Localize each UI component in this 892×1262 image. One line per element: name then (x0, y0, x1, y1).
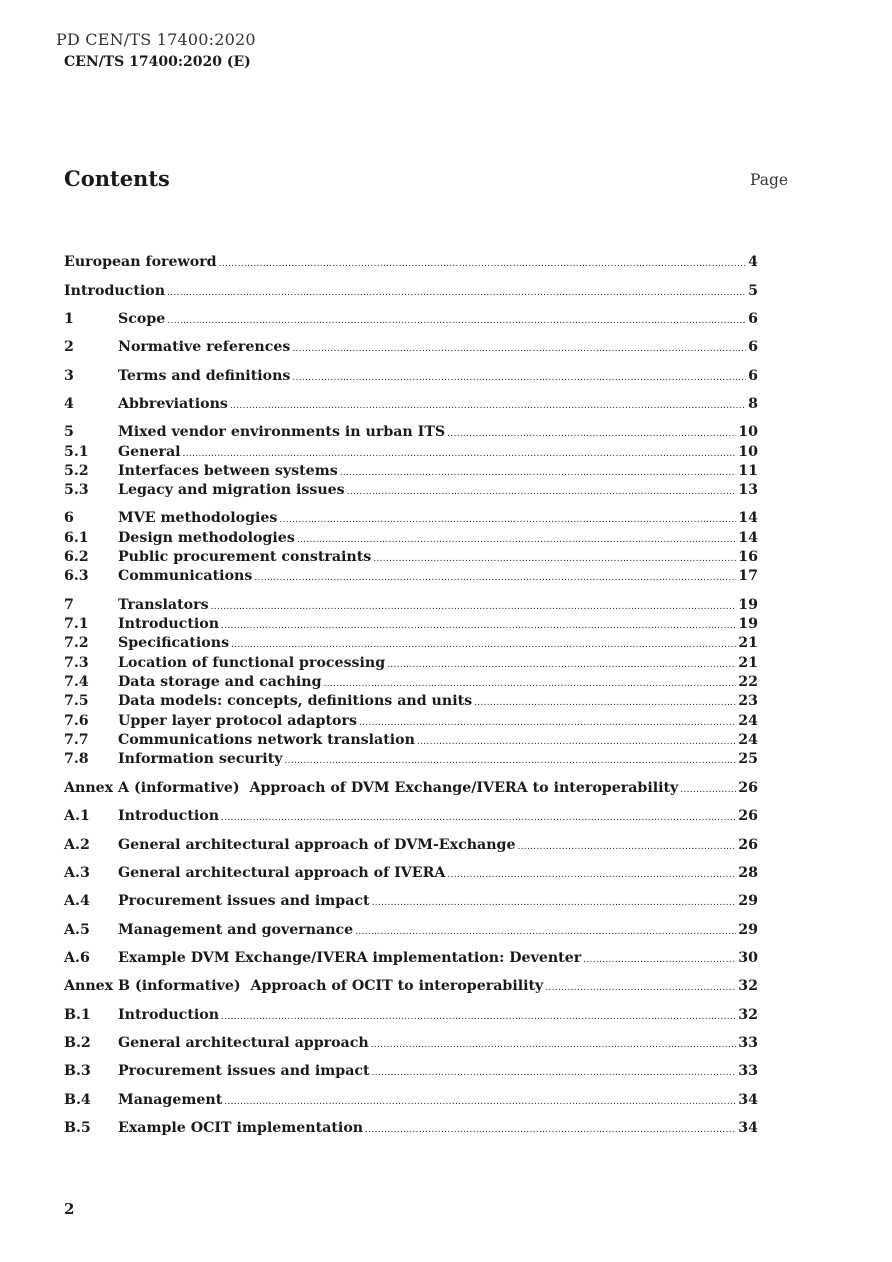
toc-entry-number: 5 (64, 424, 74, 440)
toc-entry-title: Interfaces between systems (118, 463, 338, 479)
toc-entry[interactable] (64, 283, 758, 302)
dot-leader (231, 640, 736, 650)
toc-entry[interactable] (64, 713, 758, 732)
toc-entry-page: 10 (738, 444, 758, 460)
toc-entry-title: Specifications (118, 635, 230, 651)
toc-entry-page: 28 (738, 865, 758, 881)
toc-entry-title: Location of functional processing (118, 655, 386, 671)
toc-entry-title: Information security (118, 751, 283, 767)
toc-entry[interactable] (64, 616, 758, 635)
toc-entry-page: 23 (738, 693, 758, 709)
toc-entry-page: 34 (738, 1092, 758, 1108)
dot-leader (221, 621, 736, 631)
dot-leader (219, 259, 747, 269)
toc-entry[interactable] (64, 568, 758, 587)
contents-title: Contents (64, 166, 170, 191)
toc-entry[interactable] (64, 549, 758, 568)
toc-entry-number: 4 (64, 396, 74, 412)
dot-leader (372, 1068, 737, 1078)
toc-entry[interactable] (64, 751, 758, 770)
toc-entry-number: 5.3 (64, 482, 89, 498)
dot-leader (545, 983, 736, 993)
toc-entry-page: 6 (748, 368, 758, 384)
toc-entry-page: 30 (738, 950, 758, 966)
toc-entry-page: 17 (738, 568, 758, 584)
toc-entry-number: B.2 (64, 1035, 91, 1051)
dot-leader (371, 1040, 737, 1050)
dot-leader (324, 679, 737, 689)
toc-entry-title: Public procurement constraints (118, 549, 372, 565)
dot-leader (583, 955, 736, 965)
toc-entry-number: 6.3 (64, 568, 89, 584)
toc-entry-number: 6.2 (64, 549, 89, 565)
toc-entry-title: Introduction (118, 616, 220, 632)
toc-entry[interactable] (64, 510, 758, 529)
toc-entry-number: 5.2 (64, 463, 89, 479)
document-sub-id: CEN/TS 17400:2020 (E) (64, 54, 251, 70)
dot-leader (254, 573, 736, 583)
toc-entry[interactable] (64, 674, 758, 693)
toc-entry-number: 6 (64, 510, 74, 526)
toc-entry[interactable] (64, 865, 758, 884)
dot-leader (224, 1097, 736, 1107)
toc-entry-number: 7.5 (64, 693, 89, 709)
toc-entry-title: Data models: concepts, definitions and units (118, 693, 473, 709)
dot-leader (221, 813, 736, 823)
toc-entry-page: 19 (738, 597, 758, 613)
toc-entry[interactable] (64, 1035, 758, 1054)
dot-leader (230, 401, 746, 411)
dot-leader (417, 737, 736, 747)
toc-entry-number: 7.8 (64, 751, 89, 767)
toc-entry-page: 16 (738, 549, 758, 565)
toc-entry-page: 24 (738, 713, 758, 729)
toc-entry-title: European foreword (64, 254, 217, 270)
toc-entry-number: 7.4 (64, 674, 89, 690)
toc-entry[interactable] (64, 339, 758, 358)
toc-entry-title: Management and governance (118, 922, 354, 938)
dot-leader (167, 288, 746, 298)
dot-leader (183, 449, 737, 459)
toc-entry-number: 2 (64, 339, 74, 355)
toc-entry[interactable] (64, 922, 758, 941)
toc-entry-title: Introduction (118, 1007, 220, 1023)
dot-leader (387, 660, 736, 670)
toc-entry-page: 21 (738, 655, 758, 671)
toc-entry-number: 7.6 (64, 713, 89, 729)
toc-entry-title: Mixed vendor environments in urban ITS (118, 424, 446, 440)
toc-entry[interactable] (64, 655, 758, 674)
toc-entry-number: A.6 (64, 950, 90, 966)
toc-entry-number: 5.1 (64, 444, 89, 460)
toc-entry-number: 7.7 (64, 732, 89, 748)
dot-leader (365, 1125, 736, 1135)
document-id: PD CEN/TS 17400:2020 (56, 30, 256, 49)
dot-leader (680, 785, 736, 795)
dot-leader (373, 554, 736, 564)
toc-entry-page: 13 (738, 482, 758, 498)
toc-entry-page: 14 (738, 510, 758, 526)
toc-entry-page: 11 (738, 463, 758, 479)
toc-entry[interactable] (64, 732, 758, 751)
toc-entry-page: 6 (748, 311, 758, 327)
toc-entry[interactable] (64, 597, 758, 616)
toc-entry-number: B.3 (64, 1063, 91, 1079)
toc-entry-title: General architectural approach of DVM-Exchange (118, 837, 516, 853)
dot-leader (167, 316, 746, 326)
toc-entry[interactable] (64, 444, 758, 463)
toc-entry-title: Introduction (64, 283, 166, 299)
toc-entry-title: Terms and definitions (118, 368, 291, 384)
toc-entry-page: 22 (738, 674, 758, 690)
toc-entry[interactable] (64, 635, 758, 654)
dot-leader (517, 842, 736, 852)
toc-entry-title: Legacy and migration issues (118, 482, 345, 498)
toc-entry-number: A.5 (64, 922, 90, 938)
toc-entry-page: 32 (738, 978, 758, 994)
toc-entry-page: 33 (738, 1063, 758, 1079)
toc-entry-title: MVE methodologies (118, 510, 278, 526)
page-column-label: Page (750, 171, 789, 189)
toc-entry-page: 24 (738, 732, 758, 748)
dot-leader (292, 344, 746, 354)
toc-entry-title: Annex B (informative) Approach of OCIT to interoperability (64, 978, 544, 994)
toc-entry[interactable] (64, 530, 758, 549)
toc-entry[interactable] (64, 311, 758, 330)
toc-entry-number: B.4 (64, 1092, 91, 1108)
toc-entry-number: A.3 (64, 865, 90, 881)
toc-entry-page: 29 (738, 893, 758, 909)
toc-entry-title: Scope (118, 311, 166, 327)
dot-leader (447, 870, 736, 880)
page-number: 2 (64, 1200, 75, 1218)
toc-entry[interactable] (64, 978, 758, 997)
toc-entry-number: B.5 (64, 1120, 91, 1136)
toc-entry[interactable] (64, 482, 758, 501)
toc-entry-page: 10 (738, 424, 758, 440)
toc-entry[interactable] (64, 808, 758, 827)
toc-entry-title: Design methodologies (118, 530, 295, 546)
dot-leader (292, 373, 746, 383)
toc-entry-title: General (118, 444, 181, 460)
toc-entry-page: 19 (738, 616, 758, 632)
toc-entry[interactable] (64, 1063, 758, 1082)
dot-leader (211, 602, 737, 612)
toc-entry-number: 7.2 (64, 635, 89, 651)
toc-entry[interactable] (64, 254, 758, 273)
toc-entry-title: Procurement issues and impact (118, 1063, 370, 1079)
dot-leader (474, 698, 736, 708)
toc-entry-title: Procurement issues and impact (118, 893, 370, 909)
toc-entry-number: B.1 (64, 1007, 91, 1023)
toc-entry-title: Management (118, 1092, 223, 1108)
toc-entry-title: General architectural approach of IVERA (118, 865, 446, 881)
toc-entry-number: 7.1 (64, 616, 89, 632)
toc-entry[interactable] (64, 368, 758, 387)
dot-leader (355, 927, 736, 937)
toc-entry-page: 6 (748, 339, 758, 355)
toc-entry-title: Example OCIT implementation (118, 1120, 364, 1136)
toc-entry-number: 1 (64, 311, 74, 327)
toc-entry[interactable] (64, 1092, 758, 1111)
toc-entry-page: 34 (738, 1120, 758, 1136)
toc-entry-number: 3 (64, 368, 74, 384)
dot-leader (297, 535, 736, 545)
toc-entry-page: 26 (738, 808, 758, 824)
toc-entry-number: A.4 (64, 893, 90, 909)
toc-entry-title: Abbreviations (118, 396, 228, 412)
dot-leader (279, 515, 736, 525)
toc-entry-number: 6.1 (64, 530, 89, 546)
toc-entry-number: 7.3 (64, 655, 89, 671)
toc-entry[interactable] (64, 837, 758, 856)
toc-entry-page: 8 (748, 396, 758, 412)
toc-entry[interactable] (64, 424, 758, 443)
toc-entry-title: Normative references (118, 339, 291, 355)
toc-entry-title: Translators (118, 597, 209, 613)
toc-entry[interactable] (64, 1007, 758, 1026)
toc-entry-page: 25 (738, 751, 758, 767)
toc-entry-title: Data storage and caching (118, 674, 322, 690)
toc-entry-title: Communications (118, 568, 253, 584)
toc-entry-title: Communications network translation (118, 732, 415, 748)
toc-entry-page: 4 (748, 254, 758, 270)
toc-entry-page: 33 (738, 1035, 758, 1051)
dot-leader (221, 1012, 736, 1022)
toc-entry[interactable] (64, 780, 758, 799)
toc-entry-page: 32 (738, 1007, 758, 1023)
toc-entry[interactable] (64, 1120, 758, 1139)
toc-entry[interactable] (64, 396, 758, 415)
toc-entry[interactable] (64, 693, 758, 712)
toc-entry-page: 26 (738, 780, 758, 796)
toc-entry-title: Example DVM Exchange/IVERA implementation: Deventer (118, 950, 582, 966)
dot-leader (285, 756, 737, 766)
toc-entry-page: 5 (748, 283, 758, 299)
toc-entry-title: Upper layer protocol adaptors (118, 713, 357, 729)
dot-leader (447, 429, 736, 439)
toc-entry-title: General architectural approach (118, 1035, 369, 1051)
toc-entry-page: 29 (738, 922, 758, 938)
toc-entry-title: Introduction (118, 808, 220, 824)
dot-leader (340, 468, 737, 478)
toc-entry[interactable] (64, 950, 758, 969)
toc-entry-page: 26 (738, 837, 758, 853)
toc-entry[interactable] (64, 463, 758, 482)
dot-leader (359, 718, 736, 728)
toc-entry-title: Annex A (informative) Approach of DVM Exchange/IVERA to interoperability (64, 780, 679, 796)
toc-entry-number: A.1 (64, 808, 90, 824)
toc-entry-number: A.2 (64, 837, 90, 853)
dot-leader (372, 898, 737, 908)
toc-entry-page: 14 (738, 530, 758, 546)
toc-entry-page: 21 (738, 635, 758, 651)
toc-entry[interactable] (64, 893, 758, 912)
toc-entry-number: 7 (64, 597, 74, 613)
dot-leader (347, 487, 737, 497)
